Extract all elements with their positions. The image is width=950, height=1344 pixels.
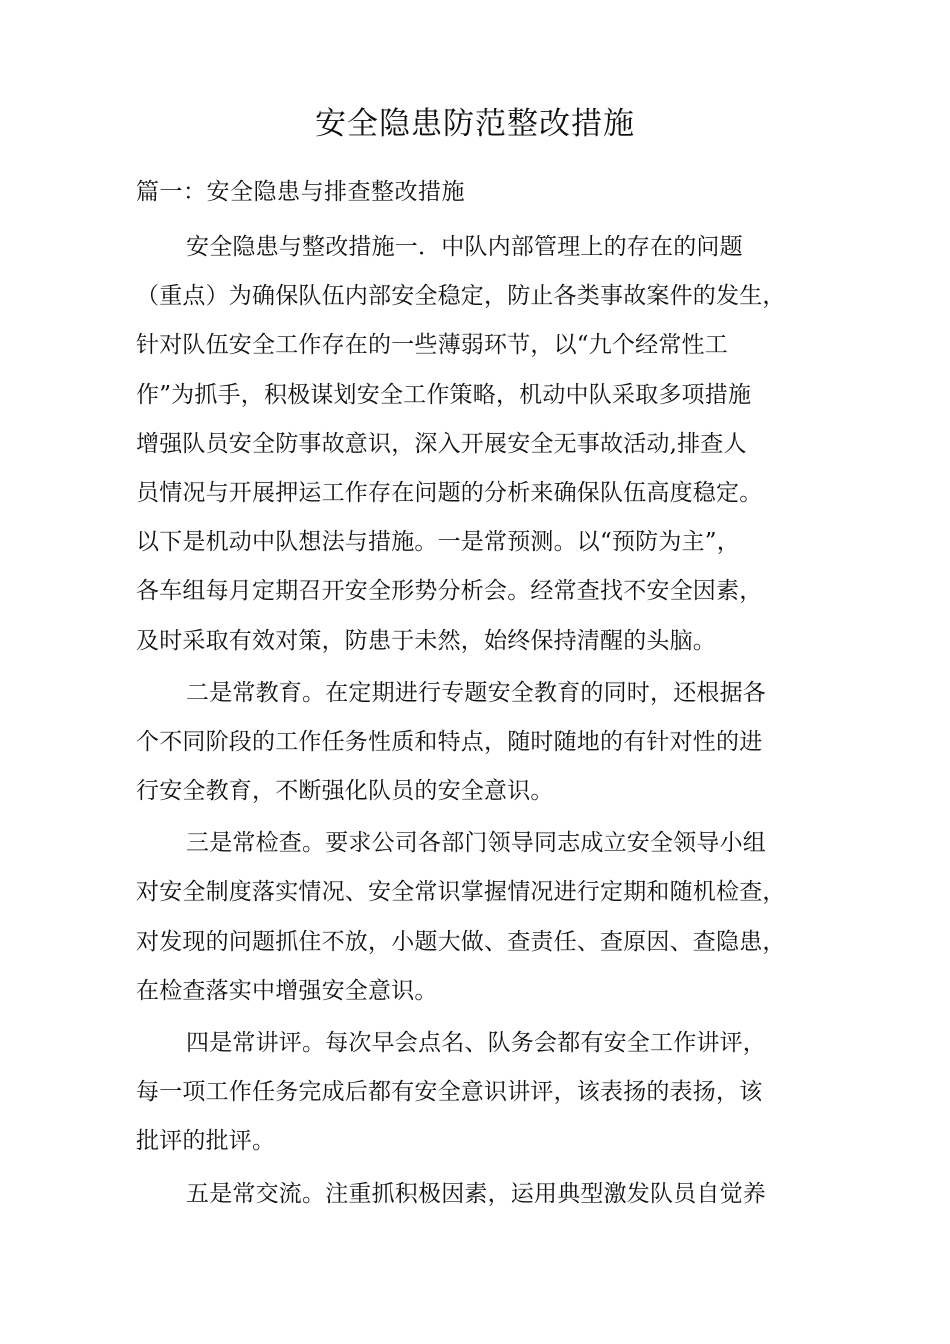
paragraph [136, 1019, 836, 1167]
text-line: 增强队员安全防事故意识，深入开展安全无事故活动,排查人 [136, 430, 747, 457]
paragraph [136, 669, 836, 817]
text-line: 以下是机动中队想法与措施。一是常预测。以“预防为主”， [136, 529, 740, 556]
text-line: 员情况与开展押运工作存在问题的分析来确保队伍高度稳定。 [136, 479, 763, 506]
document-body [136, 223, 836, 1222]
text-line: 行安全教育，不断强化队员的安全意识。 [136, 778, 554, 805]
paragraph [136, 1170, 836, 1219]
text-line: 作”为抓手，积极谋划安全工作策略，机动中队采取多项措施 [136, 381, 752, 408]
text-line: 对发现的问题抓住不放，小题大做、查责任、查原因、查隐患， [136, 928, 786, 955]
text-line: 安全隐患与整改措施一．中队内部管理上的存在的问题 [186, 234, 743, 260]
text-line: 四是常讲评。每次早会点名、队务会都有安全工作讲评， [186, 1030, 766, 1056]
text-line: 批评的批评。 [136, 1128, 276, 1155]
text-line: 三是常检查。要求公司各部门领导同志成立安全领导小组 [186, 830, 766, 857]
paragraph [136, 819, 836, 1016]
section-heading: 篇一：安全隐患与排查整改措施 [136, 179, 465, 205]
text-line: 在检查落实中增强安全意识。 [136, 977, 438, 1004]
text-line: 及时采取有效对策，防患于未然，始终保持清醒的头脑。 [136, 627, 716, 654]
text-line: 各车组每月定期召开安全形势分析会。经常查找不安全因素， [136, 578, 763, 605]
paragraph [136, 223, 836, 666]
text-line: 对安全制度落实情况、安全常识掌握情况进行定期和随机检查， [136, 879, 786, 906]
text-line: （重点）为确保队伍内部安全稳定，防止各类事故案件的发生， [136, 283, 786, 310]
text-line: 个不同阶段的工作任务性质和特点，随时随地的有针对性的进 [136, 728, 763, 755]
document-title: 安全隐患防范整改措施 [315, 106, 635, 142]
text-line: 针对队伍安全工作存在的一些薄弱环节，以“九个经常性工 [136, 332, 728, 359]
text-line: 每一项工作任务完成后都有安全意识讲评，该表扬的表扬，该 [136, 1079, 763, 1106]
text-line: 五是常交流。注重抓积极因素，运用典型激发队员自觉养 [186, 1180, 766, 1207]
text-line: 二是常教育。在定期进行专题安全教育的同时，还根据各 [186, 679, 766, 706]
